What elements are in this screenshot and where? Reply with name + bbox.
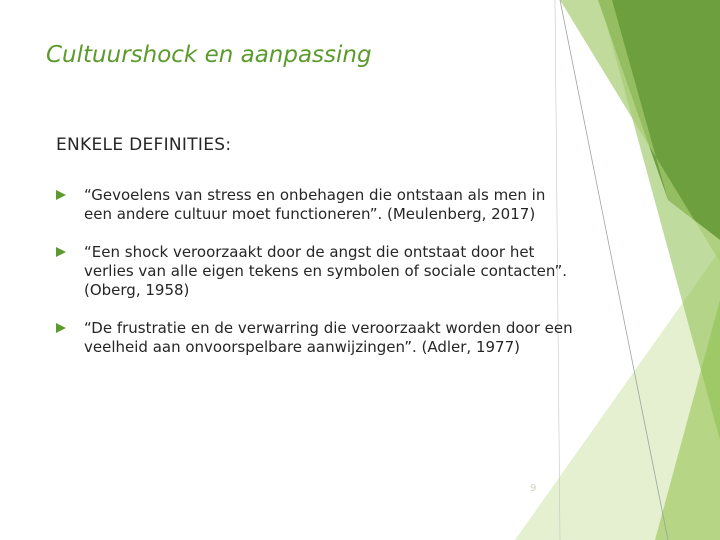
bullet-triangle-icon bbox=[56, 190, 66, 200]
slide-subtitle: ENKELE DEFINITIES: bbox=[56, 135, 232, 155]
bullet-text: “Gevoelens van stress en onbehagen die ontstaan als men in een andere cultuur moet functioneren”. (Meulenberg, 2017) bbox=[84, 186, 546, 223]
bullet-item bbox=[56, 243, 576, 300]
bullet-item bbox=[56, 319, 576, 357]
page-number: 9 bbox=[530, 483, 537, 494]
bullet-triangle-icon bbox=[56, 323, 66, 333]
bullet-triangle-icon bbox=[56, 247, 66, 257]
bullet-item bbox=[56, 186, 576, 224]
bullet-text: “Een shock veroorzaakt door de angst die ontstaat door het verlies van alle eigen tekens en symbolen of sociale contacten”. (Oberg, 1958) bbox=[84, 243, 568, 299]
bullet-list bbox=[56, 186, 576, 376]
bullet-text: “De frustratie en de verwarring die veroorzaakt worden door een veelheid aan onvoorspelbare aanwijzingen”. (Adler, 1977) bbox=[84, 319, 573, 356]
slide-title: Cultuurshock en aanpassing bbox=[46, 42, 372, 68]
